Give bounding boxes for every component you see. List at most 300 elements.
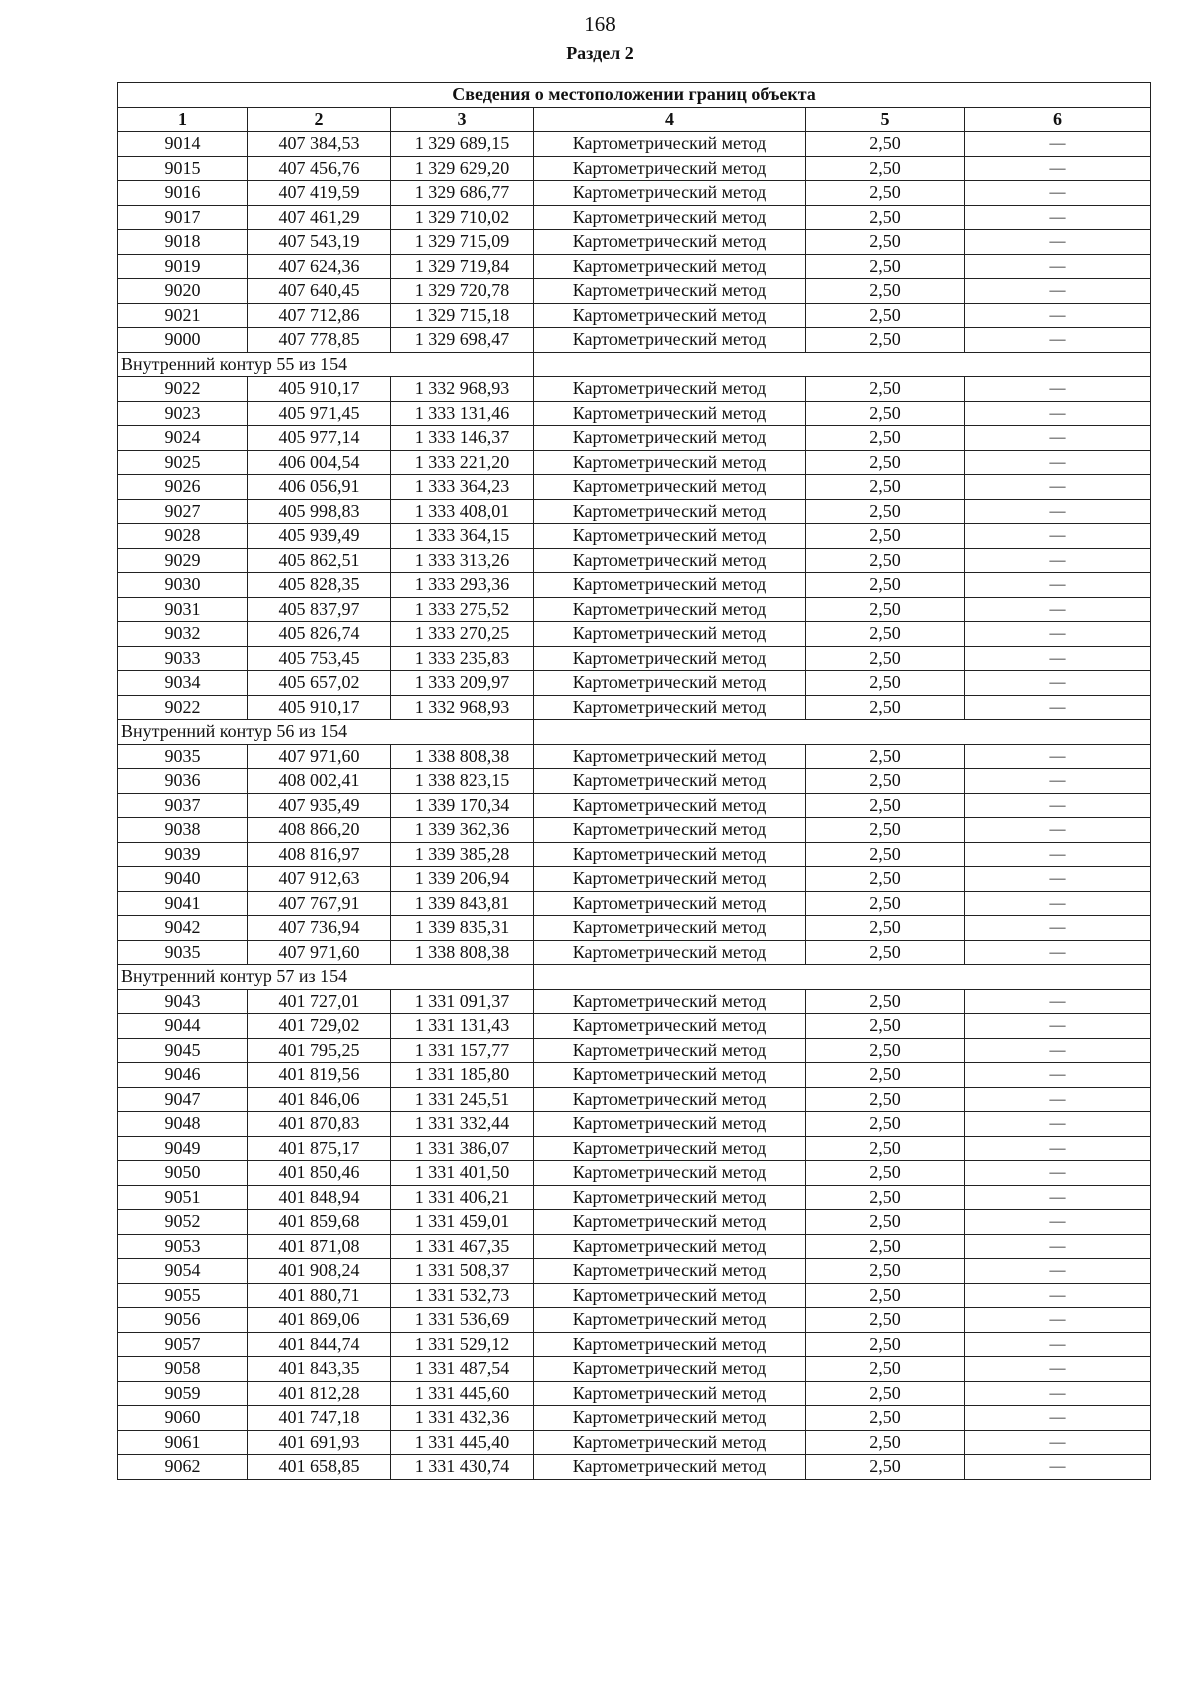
method-cell: Картометрический метод <box>534 230 806 255</box>
table-row <box>118 989 1151 1014</box>
method-cell: Картометрический метод <box>534 744 806 769</box>
x-coordinate-cell: 407 456,76 <box>248 156 391 181</box>
y-coordinate-cell: 1 331 508,37 <box>391 1259 534 1284</box>
description-cell: — <box>965 328 1151 353</box>
table-row <box>118 1136 1151 1161</box>
contour-header-row <box>118 965 1151 990</box>
accuracy-cell: 2,50 <box>806 303 965 328</box>
y-coordinate-cell: 1 329 629,20 <box>391 156 534 181</box>
column-header: 4 <box>534 107 806 132</box>
point-number-cell: 9040 <box>118 867 248 892</box>
y-coordinate-cell: 1 331 332,44 <box>391 1112 534 1137</box>
method-cell: Картометрический метод <box>534 671 806 696</box>
accuracy-cell: 2,50 <box>806 818 965 843</box>
y-coordinate-cell: 1 329 715,18 <box>391 303 534 328</box>
method-cell: Картометрический метод <box>534 499 806 524</box>
method-cell: Картометрический метод <box>534 1014 806 1039</box>
accuracy-cell: 2,50 <box>806 1087 965 1112</box>
table-row <box>118 524 1151 549</box>
y-coordinate-cell: 1 331 430,74 <box>391 1455 534 1480</box>
table-row <box>118 1063 1151 1088</box>
method-cell: Картометрический метод <box>534 548 806 573</box>
method-cell: Картометрический метод <box>534 475 806 500</box>
description-cell: — <box>965 671 1151 696</box>
x-coordinate-cell: 406 004,54 <box>248 450 391 475</box>
point-number-cell: 9055 <box>118 1283 248 1308</box>
method-cell: Картометрический метод <box>534 867 806 892</box>
y-coordinate-cell: 1 331 487,54 <box>391 1357 534 1382</box>
table-row <box>118 279 1151 304</box>
accuracy-cell: 2,50 <box>806 1112 965 1137</box>
table-row <box>118 230 1151 255</box>
table-row <box>118 450 1151 475</box>
table-row <box>118 916 1151 941</box>
x-coordinate-cell: 401 880,71 <box>248 1283 391 1308</box>
table-row <box>118 622 1151 647</box>
y-coordinate-cell: 1 333 221,20 <box>391 450 534 475</box>
y-coordinate-cell: 1 338 808,38 <box>391 744 534 769</box>
column-numbers-row <box>118 107 1151 132</box>
accuracy-cell: 2,50 <box>806 1259 965 1284</box>
y-coordinate-cell: 1 333 235,83 <box>391 646 534 671</box>
description-cell: — <box>965 769 1151 794</box>
accuracy-cell: 2,50 <box>806 499 965 524</box>
description-cell: — <box>965 1038 1151 1063</box>
accuracy-cell: 2,50 <box>806 132 965 157</box>
point-number-cell: 9051 <box>118 1185 248 1210</box>
table-row <box>118 818 1151 843</box>
description-cell: — <box>965 1014 1151 1039</box>
description-cell: — <box>965 1406 1151 1431</box>
description-cell: — <box>965 475 1151 500</box>
accuracy-cell: 2,50 <box>806 671 965 696</box>
method-cell: Картометрический метод <box>534 940 806 965</box>
x-coordinate-cell: 407 543,19 <box>248 230 391 255</box>
method-cell: Картометрический метод <box>534 646 806 671</box>
description-cell: — <box>965 1259 1151 1284</box>
accuracy-cell: 2,50 <box>806 867 965 892</box>
description-cell: — <box>965 181 1151 206</box>
y-coordinate-cell: 1 329 689,15 <box>391 132 534 157</box>
method-cell: Картометрический метод <box>534 1283 806 1308</box>
point-number-cell: 9035 <box>118 940 248 965</box>
table-row <box>118 646 1151 671</box>
contour-header-row <box>118 352 1151 377</box>
y-coordinate-cell: 1 331 529,12 <box>391 1332 534 1357</box>
accuracy-cell: 2,50 <box>806 548 965 573</box>
point-number-cell: 9018 <box>118 230 248 255</box>
method-cell: Картометрический метод <box>534 1430 806 1455</box>
point-number-cell: 9022 <box>118 377 248 402</box>
point-number-cell: 9030 <box>118 573 248 598</box>
accuracy-cell: 2,50 <box>806 1014 965 1039</box>
x-coordinate-cell: 401 729,02 <box>248 1014 391 1039</box>
point-number-cell: 9045 <box>118 1038 248 1063</box>
description-cell: — <box>965 940 1151 965</box>
x-coordinate-cell: 407 971,60 <box>248 940 391 965</box>
point-number-cell: 9023 <box>118 401 248 426</box>
point-number-cell: 9041 <box>118 891 248 916</box>
contour-spacer <box>534 720 1151 745</box>
y-coordinate-cell: 1 331 157,77 <box>391 1038 534 1063</box>
description-cell: — <box>965 156 1151 181</box>
table-row <box>118 573 1151 598</box>
description-cell: — <box>965 573 1151 598</box>
x-coordinate-cell: 407 712,86 <box>248 303 391 328</box>
column-header: 5 <box>806 107 965 132</box>
x-coordinate-cell: 401 850,46 <box>248 1161 391 1186</box>
point-number-cell: 9050 <box>118 1161 248 1186</box>
table-row <box>118 1161 1151 1186</box>
table-row <box>118 475 1151 500</box>
y-coordinate-cell: 1 333 364,15 <box>391 524 534 549</box>
point-number-cell: 9046 <box>118 1063 248 1088</box>
accuracy-cell: 2,50 <box>806 377 965 402</box>
method-cell: Картометрический метод <box>534 132 806 157</box>
y-coordinate-cell: 1 333 270,25 <box>391 622 534 647</box>
table-title-row <box>118 83 1151 108</box>
description-cell: — <box>965 793 1151 818</box>
x-coordinate-cell: 408 816,97 <box>248 842 391 867</box>
y-coordinate-cell: 1 331 406,21 <box>391 1185 534 1210</box>
table-row <box>118 1210 1151 1235</box>
table-row <box>118 303 1151 328</box>
method-cell: Картометрический метод <box>534 181 806 206</box>
y-coordinate-cell: 1 338 808,38 <box>391 940 534 965</box>
accuracy-cell: 2,50 <box>806 1063 965 1088</box>
description-cell: — <box>965 524 1151 549</box>
method-cell: Картометрический метод <box>534 916 806 941</box>
table-row <box>118 891 1151 916</box>
point-number-cell: 9031 <box>118 597 248 622</box>
description-cell: — <box>965 548 1151 573</box>
y-coordinate-cell: 1 333 364,23 <box>391 475 534 500</box>
table-row <box>118 499 1151 524</box>
point-number-cell: 9047 <box>118 1087 248 1112</box>
description-cell: — <box>965 1161 1151 1186</box>
table-row <box>118 1406 1151 1431</box>
table-row <box>118 548 1151 573</box>
page-number: 168 <box>584 12 616 36</box>
x-coordinate-cell: 401 869,06 <box>248 1308 391 1333</box>
method-cell: Картометрический метод <box>534 1185 806 1210</box>
description-cell: — <box>965 842 1151 867</box>
accuracy-cell: 2,50 <box>806 940 965 965</box>
x-coordinate-cell: 401 691,93 <box>248 1430 391 1455</box>
accuracy-cell: 2,50 <box>806 524 965 549</box>
y-coordinate-cell: 1 332 968,93 <box>391 695 534 720</box>
y-coordinate-cell: 1 332 968,93 <box>391 377 534 402</box>
x-coordinate-cell: 401 795,25 <box>248 1038 391 1063</box>
x-coordinate-cell: 401 846,06 <box>248 1087 391 1112</box>
description-cell: — <box>965 1455 1151 1480</box>
x-coordinate-cell: 407 461,29 <box>248 205 391 230</box>
y-coordinate-cell: 1 331 432,36 <box>391 1406 534 1431</box>
method-cell: Картометрический метод <box>534 254 806 279</box>
method-cell: Картометрический метод <box>534 1210 806 1235</box>
y-coordinate-cell: 1 331 459,01 <box>391 1210 534 1235</box>
accuracy-cell: 2,50 <box>806 989 965 1014</box>
point-number-cell: 9036 <box>118 769 248 794</box>
method-cell: Картометрический метод <box>534 842 806 867</box>
x-coordinate-cell: 401 859,68 <box>248 1210 391 1235</box>
point-number-cell: 9028 <box>118 524 248 549</box>
point-number-cell: 9048 <box>118 1112 248 1137</box>
method-cell: Картометрический метод <box>534 1136 806 1161</box>
accuracy-cell: 2,50 <box>806 769 965 794</box>
accuracy-cell: 2,50 <box>806 205 965 230</box>
method-cell: Картометрический метод <box>534 622 806 647</box>
y-coordinate-cell: 1 331 401,50 <box>391 1161 534 1186</box>
point-number-cell: 9014 <box>118 132 248 157</box>
point-number-cell: 9027 <box>118 499 248 524</box>
description-cell: — <box>965 230 1151 255</box>
x-coordinate-cell: 401 843,35 <box>248 1357 391 1382</box>
accuracy-cell: 2,50 <box>806 622 965 647</box>
accuracy-cell: 2,50 <box>806 1332 965 1357</box>
description-cell: — <box>965 1210 1151 1235</box>
point-number-cell: 9057 <box>118 1332 248 1357</box>
x-coordinate-cell: 408 002,41 <box>248 769 391 794</box>
description-cell: — <box>965 1063 1151 1088</box>
contour-label: Внутренний контур 57 из 154 <box>118 965 534 990</box>
accuracy-cell: 2,50 <box>806 1455 965 1480</box>
accuracy-cell: 2,50 <box>806 1357 965 1382</box>
table-row <box>118 1455 1151 1480</box>
y-coordinate-cell: 1 331 536,69 <box>391 1308 534 1333</box>
description-cell: — <box>965 597 1151 622</box>
table-row <box>118 377 1151 402</box>
table-row <box>118 1430 1151 1455</box>
point-number-cell: 9056 <box>118 1308 248 1333</box>
method-cell: Картометрический метод <box>534 1063 806 1088</box>
description-cell: — <box>965 499 1151 524</box>
accuracy-cell: 2,50 <box>806 156 965 181</box>
description-cell: — <box>965 205 1151 230</box>
accuracy-cell: 2,50 <box>806 597 965 622</box>
description-cell: — <box>965 916 1151 941</box>
accuracy-cell: 2,50 <box>806 1381 965 1406</box>
table-row <box>118 695 1151 720</box>
point-number-cell: 9038 <box>118 818 248 843</box>
table-body <box>118 132 1151 1480</box>
table-row <box>118 1014 1151 1039</box>
description-cell: — <box>965 254 1151 279</box>
method-cell: Картометрический метод <box>534 1455 806 1480</box>
point-number-cell: 9039 <box>118 842 248 867</box>
method-cell: Картометрический метод <box>534 377 806 402</box>
method-cell: Картометрический метод <box>534 1234 806 1259</box>
description-cell: — <box>965 646 1151 671</box>
x-coordinate-cell: 405 837,97 <box>248 597 391 622</box>
method-cell: Картометрический метод <box>534 1038 806 1063</box>
y-coordinate-cell: 1 339 385,28 <box>391 842 534 867</box>
accuracy-cell: 2,50 <box>806 230 965 255</box>
x-coordinate-cell: 401 908,24 <box>248 1259 391 1284</box>
y-coordinate-cell: 1 339 362,36 <box>391 818 534 843</box>
y-coordinate-cell: 1 331 185,80 <box>391 1063 534 1088</box>
method-cell: Картометрический метод <box>534 1161 806 1186</box>
x-coordinate-cell: 407 935,49 <box>248 793 391 818</box>
x-coordinate-cell: 405 826,74 <box>248 622 391 647</box>
point-number-cell: 9016 <box>118 181 248 206</box>
y-coordinate-cell: 1 331 245,51 <box>391 1087 534 1112</box>
x-coordinate-cell: 401 871,08 <box>248 1234 391 1259</box>
y-coordinate-cell: 1 331 467,35 <box>391 1234 534 1259</box>
table-row <box>118 205 1151 230</box>
point-number-cell: 9035 <box>118 744 248 769</box>
method-cell: Картометрический метод <box>534 1087 806 1112</box>
point-number-cell: 9032 <box>118 622 248 647</box>
method-cell: Картометрический метод <box>534 891 806 916</box>
description-cell: — <box>965 867 1151 892</box>
accuracy-cell: 2,50 <box>806 573 965 598</box>
description-cell: — <box>965 303 1151 328</box>
y-coordinate-cell: 1 329 719,84 <box>391 254 534 279</box>
accuracy-cell: 2,50 <box>806 328 965 353</box>
x-coordinate-cell: 405 998,83 <box>248 499 391 524</box>
method-cell: Картометрический метод <box>534 205 806 230</box>
method-cell: Картометрический метод <box>534 1406 806 1431</box>
x-coordinate-cell: 408 866,20 <box>248 818 391 843</box>
point-number-cell: 9052 <box>118 1210 248 1235</box>
x-coordinate-cell: 407 767,91 <box>248 891 391 916</box>
table-row <box>118 671 1151 696</box>
accuracy-cell: 2,50 <box>806 450 965 475</box>
method-cell: Картометрический метод <box>534 1308 806 1333</box>
contour-header-row <box>118 720 1151 745</box>
description-cell: — <box>965 279 1151 304</box>
x-coordinate-cell: 401 870,83 <box>248 1112 391 1137</box>
description-cell: — <box>965 695 1151 720</box>
y-coordinate-cell: 1 339 170,34 <box>391 793 534 818</box>
x-coordinate-cell: 407 971,60 <box>248 744 391 769</box>
method-cell: Картометрический метод <box>534 695 806 720</box>
accuracy-cell: 2,50 <box>806 842 965 867</box>
point-number-cell: 9026 <box>118 475 248 500</box>
description-cell: — <box>965 989 1151 1014</box>
accuracy-cell: 2,50 <box>806 916 965 941</box>
column-header: 3 <box>391 107 534 132</box>
y-coordinate-cell: 1 333 209,97 <box>391 671 534 696</box>
x-coordinate-cell: 405 657,02 <box>248 671 391 696</box>
table-row <box>118 1381 1151 1406</box>
table-row <box>118 1112 1151 1137</box>
x-coordinate-cell: 401 747,18 <box>248 1406 391 1431</box>
table-row <box>118 940 1151 965</box>
accuracy-cell: 2,50 <box>806 1430 965 1455</box>
point-number-cell: 9022 <box>118 695 248 720</box>
description-cell: — <box>965 1112 1151 1137</box>
y-coordinate-cell: 1 329 710,02 <box>391 205 534 230</box>
table-row <box>118 744 1151 769</box>
x-coordinate-cell: 407 640,45 <box>248 279 391 304</box>
point-number-cell: 9061 <box>118 1430 248 1455</box>
column-header: 6 <box>965 107 1151 132</box>
description-cell: — <box>965 891 1151 916</box>
coordinates-table <box>117 82 1151 1480</box>
table-header <box>118 83 1151 132</box>
point-number-cell: 9015 <box>118 156 248 181</box>
y-coordinate-cell: 1 339 843,81 <box>391 891 534 916</box>
point-number-cell: 9049 <box>118 1136 248 1161</box>
x-coordinate-cell: 401 812,28 <box>248 1381 391 1406</box>
accuracy-cell: 2,50 <box>806 744 965 769</box>
method-cell: Картометрический метод <box>534 1381 806 1406</box>
accuracy-cell: 2,50 <box>806 793 965 818</box>
table-row <box>118 254 1151 279</box>
column-header: 1 <box>118 107 248 132</box>
description-cell: — <box>965 1357 1151 1382</box>
description-cell: — <box>965 1381 1151 1406</box>
table-row <box>118 793 1151 818</box>
method-cell: Картометрический метод <box>534 1259 806 1284</box>
point-number-cell: 9024 <box>118 426 248 451</box>
y-coordinate-cell: 1 333 275,52 <box>391 597 534 622</box>
description-cell: — <box>965 1283 1151 1308</box>
y-coordinate-cell: 1 331 091,37 <box>391 989 534 1014</box>
x-coordinate-cell: 407 624,36 <box>248 254 391 279</box>
x-coordinate-cell: 401 819,56 <box>248 1063 391 1088</box>
table-row <box>118 181 1151 206</box>
description-cell: — <box>965 1308 1151 1333</box>
y-coordinate-cell: 1 333 293,36 <box>391 573 534 598</box>
y-coordinate-cell: 1 333 146,37 <box>391 426 534 451</box>
point-number-cell: 9025 <box>118 450 248 475</box>
method-cell: Картометрический метод <box>534 1357 806 1382</box>
method-cell: Картометрический метод <box>534 818 806 843</box>
y-coordinate-cell: 1 331 445,40 <box>391 1430 534 1455</box>
y-coordinate-cell: 1 339 835,31 <box>391 916 534 941</box>
accuracy-cell: 2,50 <box>806 1185 965 1210</box>
y-coordinate-cell: 1 339 206,94 <box>391 867 534 892</box>
x-coordinate-cell: 407 419,59 <box>248 181 391 206</box>
table-row <box>118 426 1151 451</box>
method-cell: Картометрический метод <box>534 1332 806 1357</box>
point-number-cell: 9000 <box>118 328 248 353</box>
method-cell: Картометрический метод <box>534 1112 806 1137</box>
table-row <box>118 842 1151 867</box>
description-cell: — <box>965 401 1151 426</box>
accuracy-cell: 2,50 <box>806 1283 965 1308</box>
accuracy-cell: 2,50 <box>806 1161 965 1186</box>
method-cell: Картометрический метод <box>534 426 806 451</box>
x-coordinate-cell: 405 910,17 <box>248 695 391 720</box>
point-number-cell: 9043 <box>118 989 248 1014</box>
point-number-cell: 9029 <box>118 548 248 573</box>
table-row <box>118 1185 1151 1210</box>
accuracy-cell: 2,50 <box>806 426 965 451</box>
table-row <box>118 1234 1151 1259</box>
description-cell: — <box>965 1332 1151 1357</box>
x-coordinate-cell: 401 848,94 <box>248 1185 391 1210</box>
table-row <box>118 1308 1151 1333</box>
description-cell: — <box>965 1430 1151 1455</box>
accuracy-cell: 2,50 <box>806 1038 965 1063</box>
x-coordinate-cell: 401 727,01 <box>248 989 391 1014</box>
y-coordinate-cell: 1 333 313,26 <box>391 548 534 573</box>
method-cell: Картометрический метод <box>534 573 806 598</box>
table-row <box>118 401 1151 426</box>
accuracy-cell: 2,50 <box>806 475 965 500</box>
x-coordinate-cell: 401 875,17 <box>248 1136 391 1161</box>
contour-spacer <box>534 352 1151 377</box>
y-coordinate-cell: 1 329 720,78 <box>391 279 534 304</box>
x-coordinate-cell: 401 844,74 <box>248 1332 391 1357</box>
column-header: 2 <box>248 107 391 132</box>
method-cell: Картометрический метод <box>534 524 806 549</box>
y-coordinate-cell: 1 329 698,47 <box>391 328 534 353</box>
